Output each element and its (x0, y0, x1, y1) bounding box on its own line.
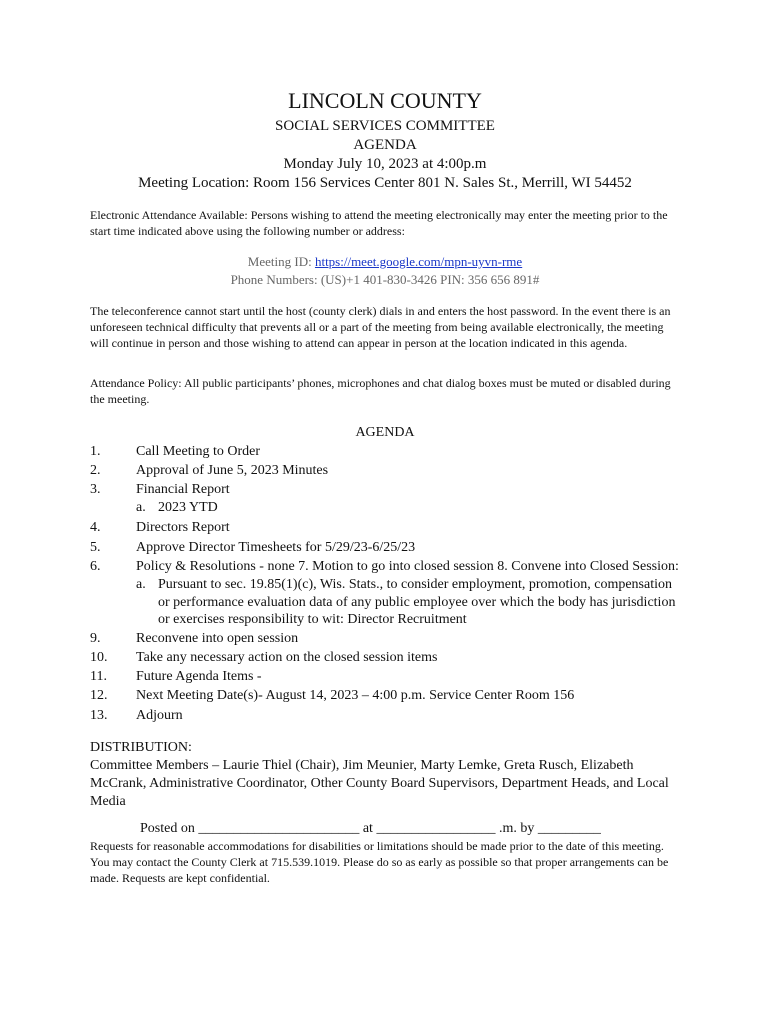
agenda-heading: AGENDA (355, 425, 415, 440)
meeting-date-time: Monday July 10, 2023 at 4:00p.m (283, 156, 487, 172)
agenda-item: 11. Future Agenda Items - (90, 669, 262, 684)
agenda-item: 2. Approval of June 5, 2023 Minutes (90, 463, 329, 478)
agenda-subitem: a. Pursuant to sec. 19.85(1)(c), Wis. Stats., to consider employment, promotion, compensation (136, 577, 672, 592)
distribution-list: Committee Members – Laurie Thiel (Chair), Jim Meunier, Marty Lemke, Greta Rusch, Elizabeth McCrank, Administrative Coordinator, Other County Board Supervisors, Department Heads, and Local Media (90, 758, 669, 809)
distribution-heading: DISTRIBUTION: (90, 740, 192, 755)
agenda-item: 3. Financial Report (90, 482, 230, 497)
county-title: LINCOLN COUNTY (288, 88, 482, 113)
agenda-item: 6. Policy & Resolutions - none 7. Motion to go into closed session 8. Convene into Closed Session: (90, 559, 679, 574)
teleconference-note: The teleconference cannot start until the host (county clerk) dials in and enters the host password. In the event there is an unforeseen technical difficulty that prevents all or a part of the meeting from being available electronically, the meeting will continue in person and those wishing to attend can appear in person at the location indicated in this agenda. (90, 304, 671, 350)
agenda-item: 13. Adjourn (90, 708, 183, 723)
phone-numbers: Phone Numbers: (US)+1 401-830-3426 PIN: 356 656 891# (230, 272, 540, 287)
meeting-link[interactable]: https://meet.google.com/mpn-uyvn-rme (314, 254, 523, 269)
meeting-id-line (0, 254, 770, 270)
agenda-item: 4. Directors Report (90, 520, 230, 535)
meeting-location: Meeting Location: Room 156 Services Center 801 N. Sales St., Merrill, WI 54452 (138, 175, 632, 191)
document-type: AGENDA (353, 137, 417, 153)
posted-line: Posted on _______________________ at _________________ .m. by _________ (140, 821, 601, 836)
attendance-policy: Attendance Policy: All public participants’ phones, microphones and chat dialog boxes must be muted or disabled during the meeting. (90, 376, 671, 406)
agenda-item: 12. Next Meeting Date(s)- August 14, 2023 – 4:00 p.m. Service Center Room 156 (90, 688, 575, 703)
agenda-subitem-continuation: or exercises responsibility to wit: Director Recruitment (158, 612, 467, 627)
agenda-subitem-continuation: or performance evaluation data of any public employee over which the body has jurisdiction (158, 595, 676, 610)
agenda-item: 1. Call Meeting to Order (90, 444, 261, 459)
accommodations-note: Requests for reasonable accommodations for disabilities or limitations should be made prior to the date of this meeting. You may contact the County Clerk at 715.539.1019. Please do so as early as possible so that proper arrangements can be made. Requests are kept confidential. (90, 839, 669, 885)
agenda-item: 9. Reconvene into open session (90, 631, 299, 646)
agenda-item: 5. Approve Director Timesheets for 5/29/23-6/25/23 (90, 540, 416, 555)
committee-name: SOCIAL SERVICES COMMITTEE (275, 118, 495, 134)
electronic-attendance-note: Electronic Attendance Available: Persons wishing to attend the meeting electronically may enter the meeting prior to the start time indicated above using the following number or address: (90, 208, 668, 238)
meeting-id-label: Meeting ID: (247, 254, 315, 269)
agenda-subitem: a. 2023 YTD (136, 500, 218, 515)
agenda-item: 10. Take any necessary action on the closed session items (90, 650, 438, 665)
